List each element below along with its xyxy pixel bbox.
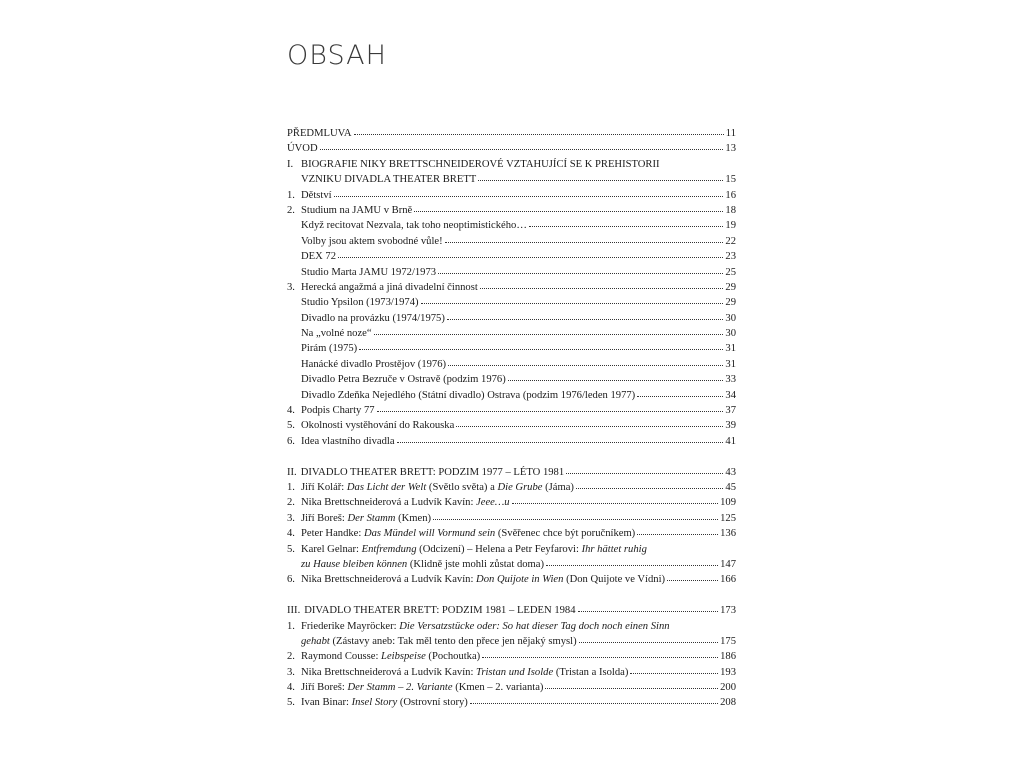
toc-title-segment: Volby jsou aktem svobodné vůle! bbox=[301, 235, 443, 247]
toc-title-italic-segment: Die Versatzstücke oder: So hat dieser Tag doch noch einen Sinn bbox=[399, 620, 670, 632]
toc-entry bbox=[287, 265, 736, 280]
toc-page-number: 41 bbox=[725, 435, 736, 447]
toc-line bbox=[287, 326, 736, 341]
toc-title-segment: Divadlo Petra Bezruče v Ostravě (podzim 1976) bbox=[301, 374, 506, 386]
toc-title-italic-segment: Tristan und Isolde bbox=[476, 666, 554, 678]
toc-page-number: 16 bbox=[725, 189, 736, 201]
toc-entry bbox=[287, 634, 736, 649]
toc-dot-leader bbox=[438, 265, 723, 275]
toc-line bbox=[287, 634, 736, 649]
toc-page-number: 25 bbox=[725, 266, 736, 278]
toc-title-segment: Idea vlastního divadla bbox=[301, 435, 395, 447]
toc-title-segment: Divadlo na provázku (1974/1975) bbox=[301, 312, 445, 324]
toc-entry bbox=[287, 572, 736, 587]
toc-dot-leader bbox=[359, 341, 723, 351]
toc-line bbox=[287, 403, 736, 418]
toc-entry-number: 4. bbox=[287, 682, 295, 694]
toc-entry-title bbox=[301, 557, 544, 572]
toc-page-number: 173 bbox=[720, 605, 736, 617]
toc-title-segment: VZNIKU DIVADLA THEATER BRETT bbox=[301, 174, 477, 186]
toc-line bbox=[287, 141, 736, 156]
toc-page-number: 186 bbox=[720, 651, 736, 663]
toc-entry-title bbox=[301, 295, 419, 310]
table-of-contents bbox=[287, 126, 736, 711]
toc-entry bbox=[287, 295, 736, 310]
toc-dot-leader bbox=[320, 141, 724, 151]
toc-entry-title bbox=[301, 511, 431, 526]
toc-entry-title bbox=[301, 465, 564, 480]
toc-entry-number: 2. bbox=[287, 497, 295, 509]
toc-dot-leader bbox=[421, 295, 724, 305]
toc-entry-title bbox=[301, 188, 332, 203]
toc-page-number: 31 bbox=[725, 358, 736, 370]
toc-line bbox=[287, 341, 736, 356]
toc-title-segment: (Ostrovní story) bbox=[397, 697, 468, 709]
toc-title-italic-segment: Der Stamm – 2. Variante bbox=[347, 682, 453, 694]
toc-dot-leader bbox=[545, 680, 718, 690]
toc-line bbox=[287, 434, 736, 449]
toc-page-number: 193 bbox=[720, 666, 736, 678]
toc-title-italic-segment: Entfremdung bbox=[361, 543, 417, 555]
toc-page-number: 136 bbox=[720, 528, 736, 540]
toc-line bbox=[287, 603, 736, 618]
toc-entry bbox=[287, 403, 736, 418]
toc-dot-leader bbox=[470, 695, 718, 705]
toc-entry bbox=[287, 172, 736, 187]
toc-entry bbox=[287, 357, 736, 372]
toc-dot-leader bbox=[397, 434, 724, 444]
toc-title-segment: PŘEDMLUVA bbox=[287, 128, 352, 139]
toc-entry-title bbox=[301, 249, 336, 264]
toc-dot-leader bbox=[576, 480, 723, 490]
toc-page-number: 13 bbox=[725, 143, 736, 155]
toc-title-segment: Karel Gelnar: bbox=[301, 543, 362, 555]
toc-dot-leader bbox=[414, 203, 723, 213]
toc-entry bbox=[287, 188, 736, 203]
toc-line bbox=[287, 495, 736, 510]
toc-line bbox=[287, 357, 736, 372]
toc-dot-leader bbox=[480, 280, 724, 290]
toc-line bbox=[287, 372, 736, 387]
toc-page-number: 15 bbox=[725, 174, 736, 186]
toc-title-segment: (Zástavy aneb: Tak měl tento den přece jen nějaký smysl) bbox=[329, 635, 577, 647]
toc-dot-leader bbox=[445, 234, 724, 244]
toc-entry-title bbox=[301, 526, 635, 541]
toc-entry-number: 4. bbox=[287, 405, 295, 417]
toc-page-number: 29 bbox=[725, 281, 736, 293]
toc-entry bbox=[287, 141, 736, 156]
toc-line bbox=[287, 234, 736, 249]
toc-entry-number: 1. bbox=[287, 620, 295, 632]
toc-entry-number: 2. bbox=[287, 204, 295, 216]
toc-line bbox=[287, 188, 736, 203]
toc-line bbox=[287, 511, 736, 526]
toc-page-number: 200 bbox=[720, 682, 736, 694]
toc-entry-number: 6. bbox=[287, 435, 295, 447]
toc-title-segment: (Don Quijote ve Vídni) bbox=[563, 574, 666, 586]
toc-title-italic-segment: Die Grube bbox=[497, 481, 543, 493]
toc-title-segment: Raymond Cousse: bbox=[301, 651, 382, 663]
toc-title-segment: Studio Ypsilon (1973/1974) bbox=[301, 297, 419, 309]
toc-entry-number: 3. bbox=[287, 666, 295, 678]
toc-page-number: 147 bbox=[720, 558, 736, 570]
toc-line bbox=[287, 557, 736, 572]
toc-page-number: 34 bbox=[725, 389, 736, 401]
toc-title-segment: Studio Marta JAMU 1972/1973 bbox=[301, 266, 437, 278]
toc-entry-title bbox=[301, 311, 445, 326]
toc-page-number: 43 bbox=[725, 466, 736, 478]
toc-dot-leader bbox=[667, 572, 718, 582]
toc-entry-title bbox=[301, 680, 543, 695]
toc-entry-title bbox=[301, 157, 660, 172]
toc-title-segment: (Kmen) bbox=[395, 512, 432, 524]
toc-title-italic-segment: Jeee…u bbox=[476, 497, 510, 509]
toc-dot-leader bbox=[579, 634, 719, 644]
toc-entry bbox=[287, 557, 736, 572]
toc-entry-number: 5. bbox=[287, 697, 295, 709]
toc-title-italic-segment: zu Hause bleiben können bbox=[301, 558, 408, 570]
toc-line bbox=[287, 572, 736, 587]
toc-entry bbox=[287, 434, 736, 449]
toc-entry-number: 4. bbox=[287, 528, 295, 540]
toc-dot-leader bbox=[447, 311, 724, 321]
toc-page-number: 29 bbox=[725, 297, 736, 309]
toc-dot-leader bbox=[334, 188, 724, 198]
toc-title-italic-segment: Leibspeise bbox=[381, 651, 426, 663]
toc-line bbox=[287, 280, 736, 295]
toc-dot-leader bbox=[354, 126, 724, 136]
toc-dot-leader bbox=[478, 172, 723, 182]
toc-entry-title bbox=[301, 403, 375, 418]
toc-entry-title bbox=[287, 126, 352, 141]
toc-page-number: 11 bbox=[725, 128, 736, 139]
toc-title-segment: ÚVOD bbox=[287, 143, 318, 155]
toc-page-number: 22 bbox=[725, 235, 736, 247]
toc-title-segment: Jiří Boreš: bbox=[301, 512, 348, 524]
toc-dot-leader bbox=[578, 603, 719, 613]
toc-line bbox=[287, 465, 736, 480]
toc-title-segment: Peter Handke: bbox=[301, 528, 364, 540]
toc-title-italic-segment: Das Mündel will Vormund sein bbox=[363, 528, 496, 540]
toc-page-number: 30 bbox=[725, 328, 736, 340]
toc-title-segment: DIVADLO THEATER BRETT: PODZIM 1981 – LEDEN 1984 bbox=[304, 605, 576, 617]
toc-title-segment: (Tristan a Isolda) bbox=[553, 666, 629, 678]
toc-title-segment: Herecká angažmá a jiná divadelní činnost bbox=[301, 281, 478, 293]
toc-entry bbox=[287, 542, 736, 557]
toc-page-number: 45 bbox=[725, 481, 736, 493]
toc-entry bbox=[287, 341, 736, 356]
toc-title-segment: (Svěřenec chce být poručníkem) bbox=[495, 528, 636, 540]
toc-entry-title bbox=[301, 341, 357, 356]
toc-entry-number: 2. bbox=[287, 651, 295, 663]
toc-title-italic-segment: gehabt bbox=[301, 635, 330, 647]
toc-title-segment: Podpis Charty 77 bbox=[301, 405, 375, 417]
toc-title-segment: (Pochoutka) bbox=[425, 651, 481, 663]
toc-page-number: 39 bbox=[725, 420, 736, 432]
toc-title-segment: BIOGRAFIE NIKY BRETTSCHNEIDEROVÉ VZTAHUJÍCÍ SE K PREHISTORII bbox=[301, 158, 660, 170]
toc-dot-leader bbox=[448, 357, 723, 367]
toc-entry bbox=[287, 157, 736, 172]
toc-page-number: 166 bbox=[720, 574, 736, 586]
toc-entry bbox=[287, 480, 736, 495]
toc-entry-number: III. bbox=[287, 605, 301, 617]
toc-title-segment: Když recitovat Nezvala, tak toho neoptimistického… bbox=[301, 220, 527, 232]
toc-entry-title bbox=[301, 665, 628, 680]
toc-line bbox=[287, 249, 736, 264]
toc-entry bbox=[287, 372, 736, 387]
toc-entry bbox=[287, 526, 736, 541]
toc-dot-leader bbox=[637, 388, 723, 398]
toc-entry-number: 3. bbox=[287, 281, 295, 293]
toc-line bbox=[287, 311, 736, 326]
toc-page-number: 19 bbox=[725, 220, 736, 232]
toc-dot-leader bbox=[338, 249, 723, 259]
toc-line bbox=[287, 126, 736, 141]
toc-line bbox=[287, 157, 736, 172]
toc-title-segment: Dětství bbox=[301, 189, 332, 201]
toc-title-segment: Nika Brettschneiderová a Ludvík Kavín: bbox=[301, 574, 477, 586]
toc-entry bbox=[287, 695, 736, 710]
toc-entry-title bbox=[301, 418, 454, 433]
toc-title-segment: Hanácké divadlo Prostějov (1976) bbox=[301, 358, 447, 370]
toc-line bbox=[287, 295, 736, 310]
toc-title-italic-segment: Don Quijote in Wien bbox=[476, 574, 564, 586]
toc-entry-number: 1. bbox=[287, 481, 295, 493]
toc-entry-title bbox=[301, 357, 446, 372]
toc-line bbox=[287, 649, 736, 664]
toc-entry-title bbox=[301, 218, 527, 233]
toc-title-segment: DEX 72 bbox=[301, 251, 337, 263]
toc-page-number: 31 bbox=[725, 343, 736, 355]
toc-page-number: 23 bbox=[725, 251, 736, 263]
toc-entry-title bbox=[301, 542, 647, 557]
toc-line bbox=[287, 542, 736, 557]
toc-dot-leader bbox=[637, 526, 718, 536]
toc-line bbox=[287, 665, 736, 680]
toc-entry bbox=[287, 619, 736, 634]
toc-line bbox=[287, 218, 736, 233]
toc-entry bbox=[287, 649, 736, 664]
toc-title-segment: Nika Brettschneiderová a Ludvík Kavín: bbox=[301, 497, 477, 509]
toc-entry bbox=[287, 218, 736, 233]
toc-page-number: 18 bbox=[725, 204, 736, 216]
toc-dot-leader bbox=[566, 465, 723, 475]
toc-entry-title bbox=[301, 280, 478, 295]
toc-title-segment: Ivan Binar: bbox=[301, 697, 352, 709]
toc-page-number: 33 bbox=[725, 374, 736, 386]
toc-entry-title bbox=[301, 265, 436, 280]
toc-entry-title bbox=[301, 434, 395, 449]
toc-title-segment: (Odcizení) – Helena a Petr Feyfarovi: bbox=[416, 543, 582, 555]
toc-dot-leader bbox=[377, 403, 724, 413]
toc-page-number: 125 bbox=[720, 512, 736, 524]
toc-title-segment: Jiří Kolář: bbox=[301, 481, 347, 493]
toc-title-italic-segment: Ihr hättet ruhig bbox=[581, 543, 647, 555]
toc-title-italic-segment: Insel Story bbox=[351, 697, 398, 709]
toc-title-segment: Divadlo Zdeňka Nejedlého (Státní divadlo) Ostrava (podzim 1976/leden 1977) bbox=[301, 389, 636, 401]
toc-title-segment: (Světlo světa) a bbox=[426, 481, 498, 493]
toc-title-italic-segment: Das Licht der Welt bbox=[346, 481, 427, 493]
toc-entry bbox=[287, 418, 736, 433]
toc-entry bbox=[287, 495, 736, 510]
toc-entry bbox=[287, 680, 736, 695]
toc-title-segment: DIVADLO THEATER BRETT: PODZIM 1977 – LÉTO 1981 bbox=[300, 466, 565, 478]
toc-entry-number: 1. bbox=[287, 189, 295, 201]
toc-title-segment: Pirám (1975) bbox=[301, 343, 358, 355]
toc-entry bbox=[287, 311, 736, 326]
toc-page-number: 30 bbox=[725, 312, 736, 324]
toc-title-segment: Na „volné noze“ bbox=[301, 328, 372, 340]
toc-page-number: 37 bbox=[725, 405, 736, 417]
toc-dot-leader bbox=[374, 326, 724, 336]
toc-line bbox=[287, 388, 736, 403]
toc-line bbox=[287, 619, 736, 634]
toc-title-italic-segment: Der Stamm bbox=[347, 512, 396, 524]
toc-entry bbox=[287, 511, 736, 526]
toc-entry-title bbox=[304, 603, 575, 618]
toc-dot-leader bbox=[529, 218, 723, 228]
toc-entry-title bbox=[301, 572, 665, 587]
toc-title-segment: Friederike Mayröcker: bbox=[301, 620, 400, 632]
toc-line bbox=[287, 418, 736, 433]
toc-title-segment: (Kmen – 2. varianta) bbox=[452, 682, 544, 694]
toc-entry bbox=[287, 280, 736, 295]
toc-line bbox=[287, 680, 736, 695]
toc-title-segment: (Klidně jste mohli zůstat doma) bbox=[407, 558, 545, 570]
toc-entry-title bbox=[301, 172, 476, 187]
toc-dot-leader bbox=[433, 511, 718, 521]
toc-entry-title bbox=[301, 495, 510, 510]
toc-line bbox=[287, 695, 736, 710]
toc-entry-number: 5. bbox=[287, 543, 295, 555]
toc-title-segment: Okolnosti vystěhování do Rakouska bbox=[301, 420, 455, 432]
toc-entry bbox=[287, 203, 736, 218]
toc-entry bbox=[287, 603, 736, 618]
toc-entry bbox=[287, 665, 736, 680]
toc-title-segment: (Jáma) bbox=[542, 481, 574, 493]
toc-entry-number: I. bbox=[287, 158, 294, 170]
toc-line bbox=[287, 480, 736, 495]
toc-entry-title bbox=[287, 141, 318, 156]
toc-dot-leader bbox=[512, 495, 719, 505]
toc-page-number: 208 bbox=[720, 697, 736, 709]
toc-entry-number: 6. bbox=[287, 574, 295, 586]
toc-entry-number: 3. bbox=[287, 512, 295, 524]
toc-entry-title bbox=[301, 234, 443, 249]
toc-title-segment: Nika Brettschneiderová a Ludvík Kavín: bbox=[301, 666, 477, 678]
toc-page-number: 175 bbox=[720, 635, 736, 647]
toc-entry-title bbox=[301, 695, 468, 710]
toc-entry-number: II. bbox=[287, 466, 297, 478]
toc-entry-number: 5. bbox=[287, 420, 295, 432]
toc-entry bbox=[287, 126, 736, 141]
page-title: OBSAH bbox=[287, 40, 387, 71]
toc-entry-title bbox=[301, 480, 574, 495]
toc-entry bbox=[287, 234, 736, 249]
toc-page-number: 109 bbox=[720, 497, 736, 509]
toc-dot-leader bbox=[456, 418, 723, 428]
toc-line bbox=[287, 265, 736, 280]
toc-entry-title bbox=[301, 203, 412, 218]
toc-entry bbox=[287, 249, 736, 264]
toc-entry-title bbox=[301, 619, 670, 634]
toc-title-segment: Studium na JAMU v Brně bbox=[301, 204, 413, 216]
toc-entry-title bbox=[301, 634, 577, 649]
toc-entry-title bbox=[301, 326, 372, 341]
toc-entry-title bbox=[301, 649, 480, 664]
toc-line bbox=[287, 203, 736, 218]
toc-entry-title bbox=[301, 388, 635, 403]
toc-line bbox=[287, 172, 736, 187]
toc-entry bbox=[287, 326, 736, 341]
toc-line bbox=[287, 526, 736, 541]
toc-dot-leader bbox=[482, 649, 718, 659]
toc-entry bbox=[287, 465, 736, 480]
toc-title-segment: Jiří Boreš: bbox=[301, 682, 348, 694]
toc-dot-leader bbox=[546, 557, 718, 567]
toc-dot-leader bbox=[630, 665, 718, 675]
toc-dot-leader bbox=[508, 372, 724, 382]
toc-entry bbox=[287, 388, 736, 403]
toc-entry-title bbox=[301, 372, 506, 387]
